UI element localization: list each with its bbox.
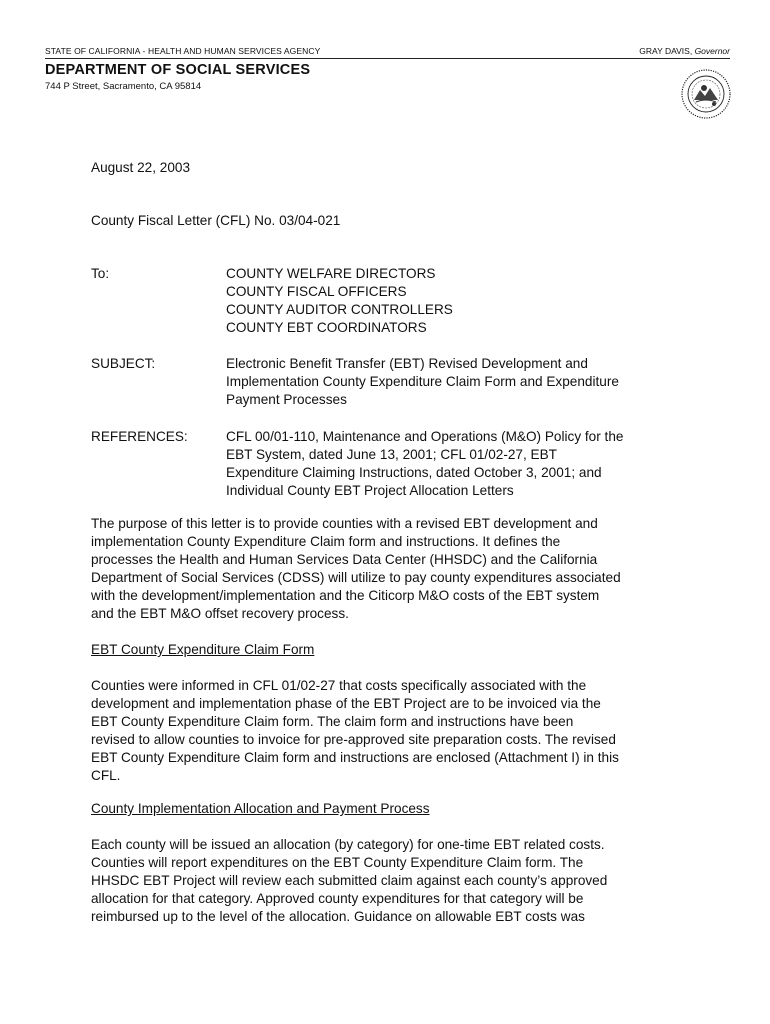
paragraph-line: EBT County Expenditure Claim form and instructions are enclosed (Attachment I) in this	[91, 750, 619, 765]
references-label: REFERENCES:	[91, 429, 188, 444]
letter-date: August 22, 2003	[91, 160, 191, 175]
paragraph-line: Department of Social Services (CDSS) will utilize to pay county expenditures associated	[91, 570, 621, 585]
agency-line: STATE OF CALIFORNIA - HEALTH AND HUMAN SERVICES AGENCY	[45, 46, 321, 56]
department-address: 744 P Street, Sacramento, CA 95814	[45, 81, 202, 92]
paragraph-line: development and implementation phase of the EBT Project are to be invoiced via the	[91, 696, 601, 711]
to-label: To:	[91, 266, 110, 281]
subject-line: Electronic Benefit Transfer (EBT) Revised Development and	[226, 356, 588, 371]
claim-form-paragraph	[91, 677, 691, 785]
paragraph-line: revised to allow counties to invoice for pre-approved site preparation costs. The revised	[91, 732, 616, 747]
paragraph-line: reimbursed up to the level of the allocation. Guidance on allowable EBT costs was	[91, 909, 585, 924]
recipient-line: COUNTY AUDITOR CONTROLLERS	[226, 302, 453, 317]
recipient-list	[226, 265, 681, 337]
recipient-line: COUNTY WELFARE DIRECTORS	[226, 266, 436, 281]
cfl-number: County Fiscal Letter (CFL) No. 03/04-021	[91, 213, 341, 228]
governor-title: Governor	[694, 46, 730, 56]
paragraph-line: with the development/implementation and the Citicorp M&O costs of the EBT system	[91, 588, 600, 603]
paragraph-line: and the EBT M&O offset recovery process.	[91, 606, 349, 621]
paragraph-line: processes the Health and Human Services Data Center (HHSDC) and the California	[91, 552, 598, 567]
paragraph-line: allocation for that category. Approved county expenditures for that category will be	[91, 891, 584, 906]
paragraph-line: EBT County Expenditure Claim form. The claim form and instructions have been	[91, 714, 574, 729]
references-line: Expenditure Claiming Instructions, dated October 3, 2001; and	[226, 465, 602, 480]
references-line: CFL 00/01-110, Maintenance and Operations (M&O) Policy for the	[226, 429, 624, 444]
letterhead-divider	[45, 58, 730, 59]
references-text	[226, 428, 681, 500]
purpose-paragraph	[91, 515, 691, 623]
paragraph-line: Counties will report expenditures on the EBT County Expenditure Claim form. The	[91, 855, 584, 870]
section-heading-claim-form: EBT County Expenditure Claim Form	[91, 642, 315, 657]
subject-label: SUBJECT:	[91, 356, 156, 371]
section-heading-allocation: County Implementation Allocation and Payment Process	[91, 801, 430, 816]
governor-name: GRAY DAVIS,	[639, 46, 693, 56]
paragraph-line: implementation County Expenditure Claim form and instructions. It defines the	[91, 534, 561, 549]
subject-text	[226, 355, 681, 409]
subject-line: Payment Processes	[226, 392, 347, 407]
paragraph-line: The purpose of this letter is to provide counties with a revised EBT development and	[91, 516, 598, 531]
governor-line	[639, 46, 730, 56]
paragraph-line: HHSDC EBT Project will review each submitted claim against each county’s approved	[91, 873, 608, 888]
paragraph-line: Each county will be issued an allocation (by category) for one-time EBT related costs.	[91, 837, 605, 852]
department-name: DEPARTMENT OF SOCIAL SERVICES	[45, 62, 311, 78]
recipient-line: COUNTY EBT COORDINATORS	[226, 320, 427, 335]
subject-line: Implementation County Expenditure Claim Form and Expenditure	[226, 374, 619, 389]
references-line: Individual County EBT Project Allocation Letters	[226, 483, 514, 498]
state-seal-icon	[680, 68, 732, 120]
paragraph-line: Counties were informed in CFL 01/02-27 that costs specifically associated with the	[91, 678, 587, 693]
recipient-line: COUNTY FISCAL OFFICERS	[226, 284, 407, 299]
references-line: EBT System, dated June 13, 2001; CFL 01/02-27, EBT	[226, 447, 557, 462]
allocation-paragraph	[91, 836, 691, 926]
paragraph-line: CFL.	[91, 768, 121, 783]
